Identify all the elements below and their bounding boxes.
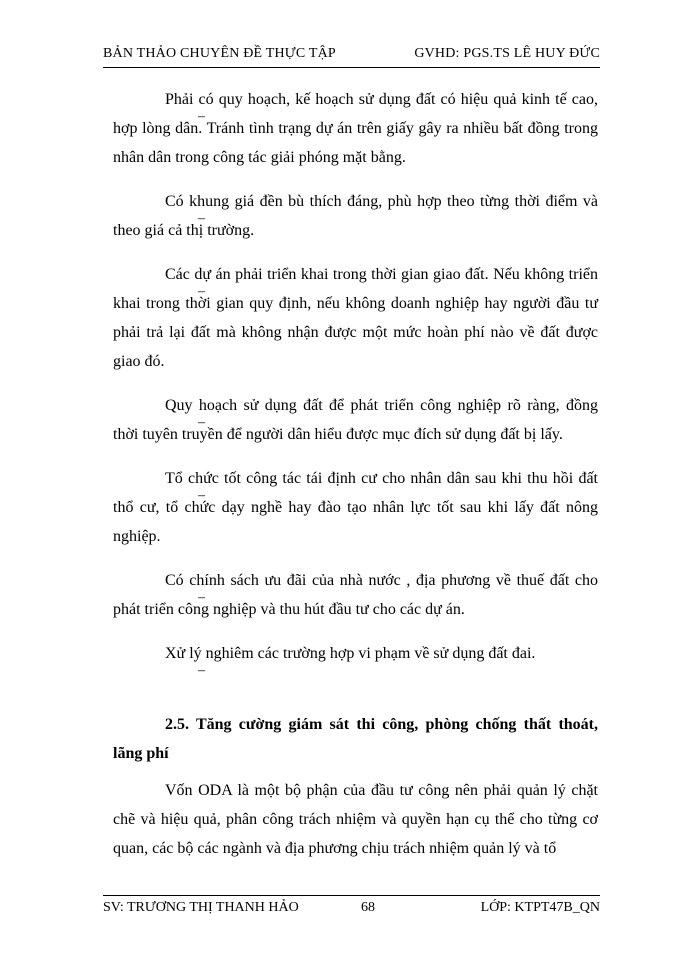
footer-student-name: SV: TRƯƠNG THỊ THANH HẢO (103, 900, 299, 915)
page-content (113, 85, 598, 863)
bullet-text: Quy hoạch sử dụng đất để phát triển công nghiệp rõ ràng, đồng thời tuyên truyền để người dân hiểu được mục đích sử dụng đất bị lấy. (113, 397, 598, 443)
header-supervisor: GVHD: PGS.TS LÊ HUY ĐỨC (414, 46, 600, 61)
bullet-item: – Quy hoạch sử dụng đất để phát triển công nghiệp rõ ràng, đồng thời tuyên truyền để người dân hiểu được mục đích sử dụng đất bị lấy. (113, 397, 598, 443)
page-number: 68 (361, 900, 375, 915)
bullet-item: – Xử lý nghiêm các trường hợp vi phạm về sử dụng đất đai. (165, 645, 536, 678)
bullet-item: – Các dự án phải triển khai trong thời gian giao đất. Nếu không triển khai trong thời gian quy định, nếu không doanh nghiệp hay người đầu tư phải trả lại đất mà không nhận được một mức hoàn phí nào về đất được giao đó. (113, 266, 598, 370)
section-spacer (113, 683, 598, 710)
bullet-item: – Có chính sách ưu đãi của nhà nước , địa phương về thuế đất cho phát triển công nghiệp và thu hút đầu tư cho các dự án. (113, 572, 598, 618)
bullet-text: Xử lý nghiêm các trường hợp vi phạm về sử dụng đất đai. (165, 645, 536, 662)
bullet-text: Tổ chức tốt công tác tái định cư cho nhân dân sau khi thu hồi đất thổ cư, tổ chức dạy nghề hay đào tạo nhân lực tốt sau khi lấy đất nông nghiệp. (113, 470, 598, 545)
bullet-text: Phải có quy hoạch, kế hoạch sử dụng đất có hiệu quả kinh tế cao, hợp lòng dân. Tránh tình trạng dự án trên giấy gây ra nhiều bất đồng trong nhân dân trong công tác giải phóng mặt bằng. (113, 91, 598, 166)
header-divider (103, 67, 600, 68)
footer-class-code: LỚP: KTPT47B_QN (480, 900, 600, 915)
page-footer (103, 900, 600, 920)
section-heading: 2.5. Tăng cường giám sát thi công, phòng chống thất thoát, lãng phí (113, 716, 598, 762)
section-paragraph: Vốn ODA là một bộ phận của đầu tư công nên phải quản lý chặt chẽ và hiệu quả, phân công trách nhiệm và quyền hạn cụ thể cho từng cơ quan, các bộ các ngành và địa phương chịu trách nhiệm quản lý và tổ (113, 782, 598, 857)
page-header (103, 46, 600, 66)
bullet-item: – Có khung giá đền bù thích đáng, phù hợp theo từng thời điểm và theo giá cả thị trường. (113, 193, 598, 239)
footer-divider (103, 895, 600, 896)
bullet-text: Có chính sách ưu đãi của nhà nước , địa phương về thuế đất cho phát triển công nghiệp và thu hút đầu tư cho các dự án. (113, 572, 598, 618)
header-document-title: BẢN THẢO CHUYÊN ĐỀ THỰC TẬP (103, 46, 336, 61)
bullet-text: Có khung giá đền bù thích đáng, phù hợp theo từng thời điểm và theo giá cả thị trường. (113, 193, 598, 239)
bullet-item: – Tổ chức tốt công tác tái định cư cho nhân dân sau khi thu hồi đất thổ cư, tổ chức dạy nghề hay đào tạo nhân lực tốt sau khi lấy đất nông nghiệp. (113, 470, 598, 545)
bullet-item: – Phải có quy hoạch, kế hoạch sử dụng đất có hiệu quả kinh tế cao, hợp lòng dân. Tránh tình trạng dự án trên giấy gây ra nhiều bất đồng trong nhân dân trong công tác giải phóng mặt bằng. (113, 91, 598, 166)
bullet-text: Các dự án phải triển khai trong thời gian giao đất. Nếu không triển khai trong thời gian quy định, nếu không doanh nghiệp hay người đầu tư phải trả lại đất mà không nhận được một mức hoàn phí nào về đất được giao đó. (113, 266, 598, 370)
